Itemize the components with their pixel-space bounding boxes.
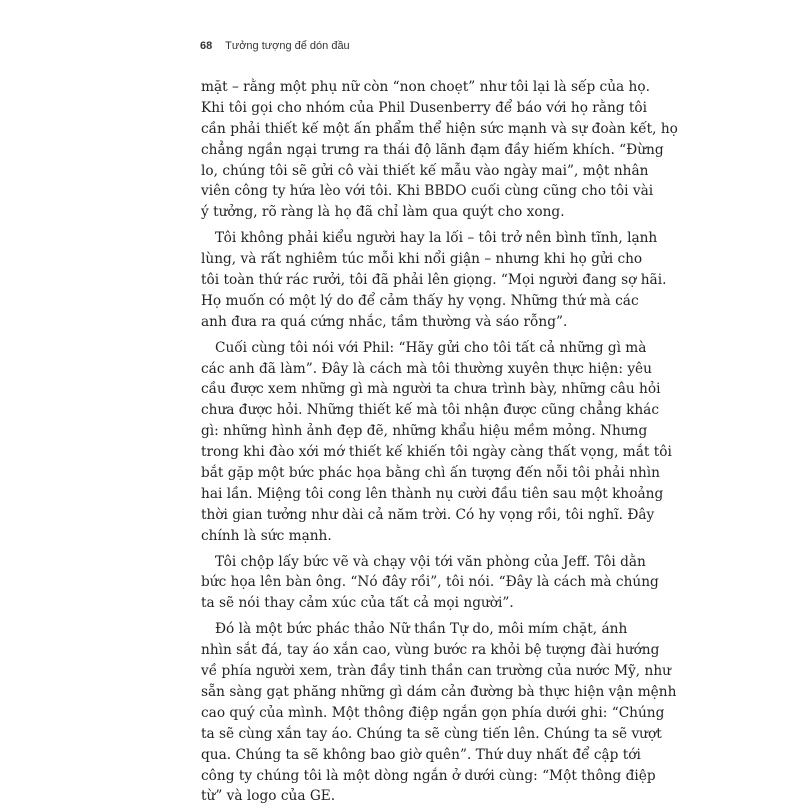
text-line: bắt gặp một bức phác họa bằng chì ấn tượng đến nỗi tôi phải nhìn [201,465,660,482]
text-line: qua. Chúng ta sẽ không bao giờ quên”. Thứ duy nhất để cập tới [201,746,641,763]
text-line: từ” và logo của GE. [201,788,336,805]
running-title: Tưởng tượng để dón đầu [225,40,350,52]
text-line: Cuối cùng tôi nói với Phil: “Hãy gửi cho tôi tất cả những gì mà [215,339,647,356]
body-text [201,77,678,807]
text-line: nhìn sắt đá, tay áo xắn cao, vùng bước ra khỏi bệ tượng đài hướng [201,642,660,659]
text-line: lùng, và rất nghiêm túc mỗi khi nổi giận – nhưng khi họ gửi cho [201,251,643,268]
text-line: chưa được hỏi. Những thiết kế mà tôi nhận được cũng chẳng khác [201,402,660,419]
text-line: anh đưa ra quá cứng nhắc, tầm thường và sáo rỗng”. [201,313,568,330]
text-line: cần phải thiết kế một ấn phẩm thể hiện sức mạnh và sự đoàn kết, họ [201,120,678,137]
text-line: chẳng ngần ngại trưng ra thái độ lãnh đạm đầy hiếm khích. “Đừng [201,141,664,158]
paragraph [201,552,659,615]
text-line: hai lần. Miệng tôi cong lên thành nụ cười đầu tiên sau một khoảng [201,485,664,502]
page-number: 68 [200,40,213,52]
text-line: viên công ty hứa lèo với tôi. Khi BBDO cuối cùng cũng cho tôi vài [201,183,654,200]
text-line: thời gian tưởng như dài cả năm trời. Có hy vọng rồi, tôi nghĩ. Đây [201,506,655,523]
text-line: ý tưởng, rõ ràng là họ đã chỉ làm qua quýt cho xong. [201,204,565,221]
text-line: Tôi chộp lấy bức vẽ và chạy vội tới văn phòng của Jeff. Tôi dằn [215,553,646,570]
text-line: cầu được xem những gì mà người ta chưa trình bày, những câu hỏi [201,381,661,398]
text-line: gì: những hình ảnh đẹp đẽ, những khẩu hiệu mềm mỏng. Nhưng [201,423,648,440]
text-line: Họ muốn có một lý do để cảm thấy hy vọng. Những thứ mà các [201,292,639,309]
text-line: chính là sức mạnh. [201,527,332,544]
running-header [200,40,350,52]
text-line: mặt – rằng một phụ nữ còn “non choẹt” như tôi lại là sếp của họ. [201,79,650,95]
paragraph [201,77,678,223]
paragraph [201,619,677,807]
text-line: ta sẽ cùng xắn tay áo. Chúng ta sẽ cùng tiến lên. Chúng ta sẽ vượt [201,725,662,742]
text-line: công ty chúng tôi là một dòng ngắn ở dưới cùng: “Một thông điệp [201,767,656,784]
text-line: về phía người xem, tràn đầy tinh thần can trường của nước Mỹ, như [201,663,671,680]
text-line: ta sẽ nói thay cảm xúc của tất cả mọi người”. [201,595,514,612]
paragraph [201,338,672,547]
text-line: lo, chúng tôi sẽ gửi cô vài thiết kế mẫu vào ngày mai”, một nhân [201,162,649,179]
text-line: Tôi không phải kiểu người hay la lối – tôi trở nên bình tĩnh, lạnh [215,230,658,247]
text-line: cao quý của mình. Một thông điệp ngắn gọn phía dưới ghi: “Chúng [201,704,665,721]
text-line: các anh đã làm”. Đây là cách mà tôi thường xuyên thực hiện: yêu [201,360,652,377]
text-line: tôi toàn thứ rác rưởi, tôi đã phải lên giọng. “Mọi người đang sợ hãi. [201,272,667,289]
text-line: Khi tôi gọi cho nhóm của Phil Dusenberry để báo với họ rằng tôi [201,99,648,116]
text-line: Đó là một bức phác thảo Nữ thần Tự do, môi mím chặt, ánh [215,621,628,638]
text-line: trong khi đào xới mớ thiết kế khiến tôi ngày càng thất vọng, mắt tôi [201,444,672,461]
paragraph [201,228,667,332]
text-line: bức họa lên bàn ông. “Nó đây rồi”, tôi nói. “Đây là cách mà chúng [201,574,659,591]
text-line: sẵn sàng gạt phăng những gì dám cản đường bà thực hiện vận mệnh [201,683,677,700]
